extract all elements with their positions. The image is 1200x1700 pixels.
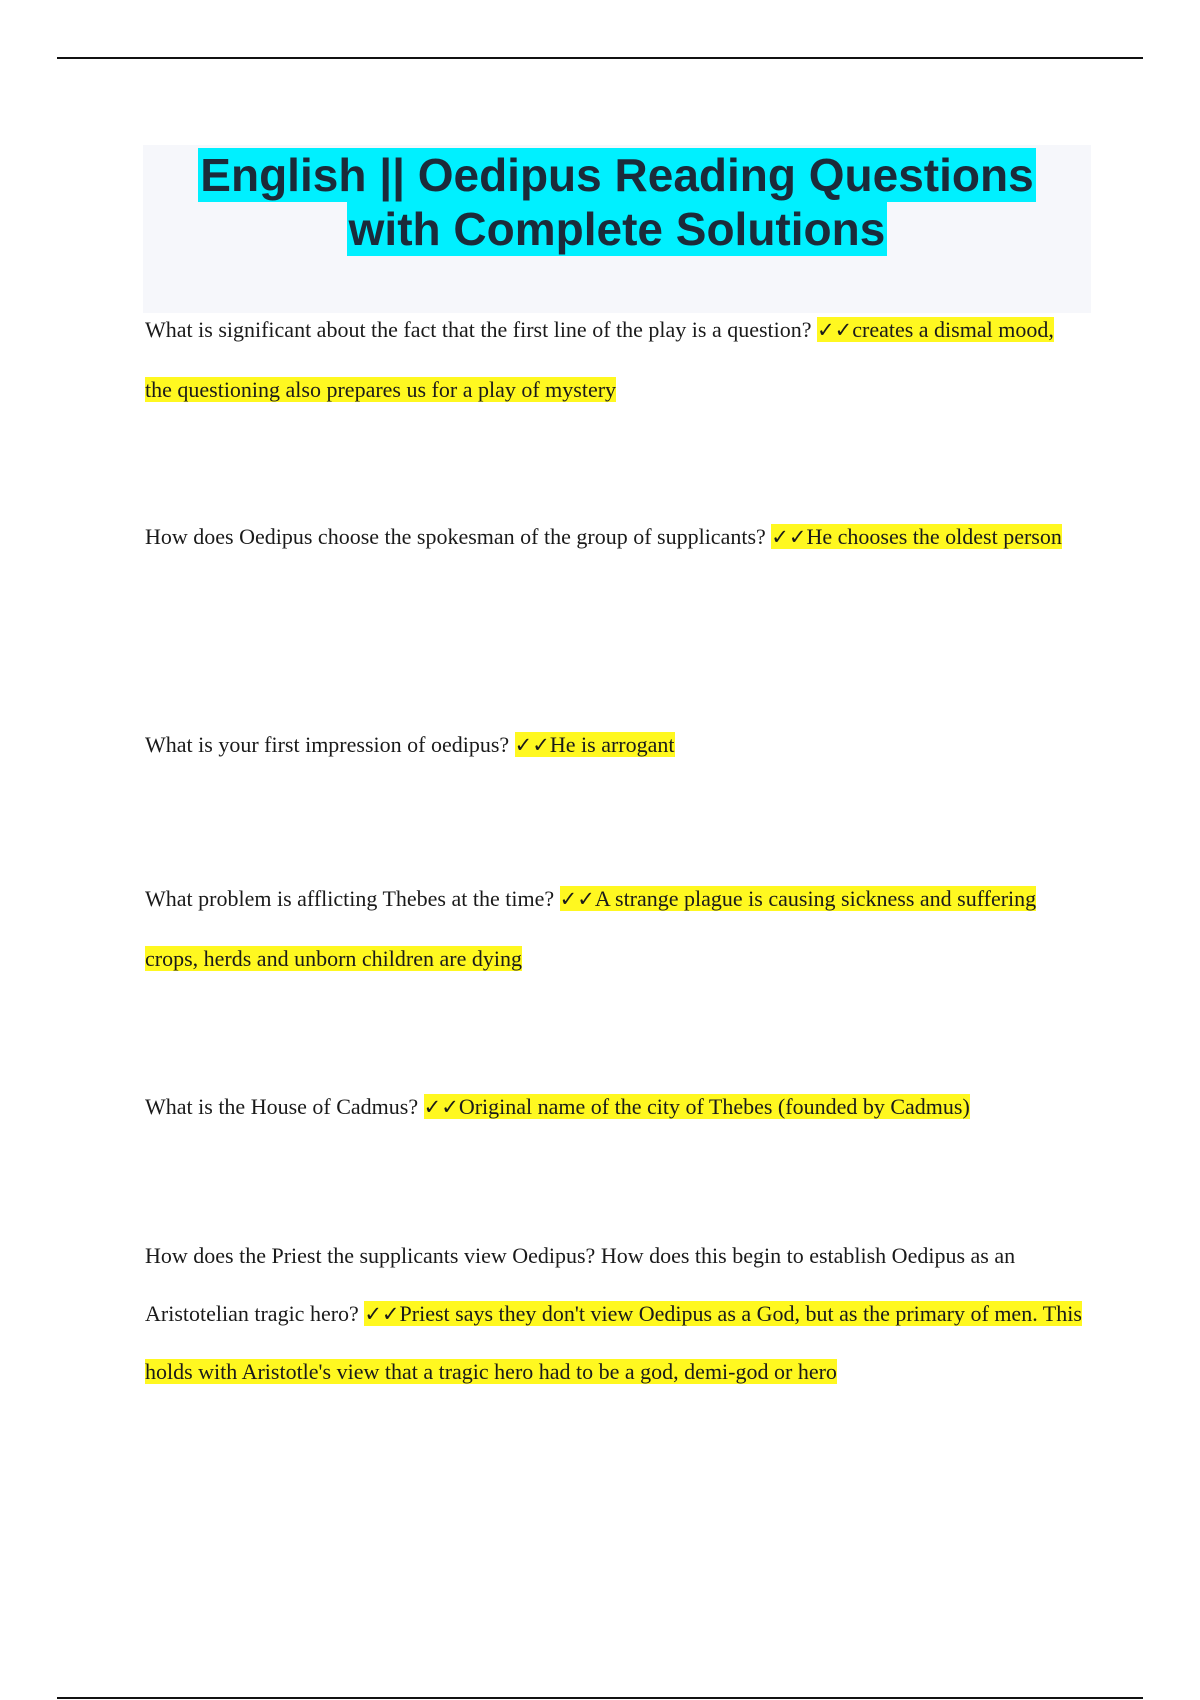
title-line-2: with Complete Solutions — [348, 203, 886, 255]
qa-item — [145, 715, 1085, 775]
question-text: What is the House of Cadmus? — [145, 1094, 424, 1119]
answer-highlight — [771, 524, 1062, 549]
double-check-icon: ✓✓ — [559, 887, 595, 911]
answer-text: He chooses the oldest person — [806, 524, 1062, 549]
qa-item — [145, 507, 1085, 567]
double-check-icon: ✓✓ — [423, 1095, 459, 1119]
answer-text: Priest says they don't view Oedipus as a God, but as the primary of men. This holds with Aristotle's view that a tragic hero had to be a god, demi-god or hero — [145, 1301, 1082, 1384]
double-check-icon: ✓✓ — [817, 318, 853, 342]
answer-text: Original name of the city of Thebes (founded by Cadmus) — [458, 1094, 970, 1119]
qa-item — [145, 1077, 1085, 1137]
double-check-icon: ✓✓ — [514, 733, 550, 757]
question-text: What is your first impression of oedipus? — [145, 732, 515, 757]
title-block — [143, 145, 1091, 313]
question-text: What is significant about the fact that the first line of the play is a question? — [145, 317, 818, 342]
double-check-icon: ✓✓ — [771, 525, 807, 549]
question-text: What problem is afflicting Thebes at the time? — [145, 886, 560, 911]
title-line-1: English || Oedipus Reading Questions — [200, 149, 1034, 201]
qa-item — [145, 300, 1085, 420]
question-text: How does the Priest the supplicants view Oedipus? How does this begin to establish Oedipus as an Aristotelian tragic hero? — [145, 1243, 1016, 1326]
qa-item — [145, 1227, 1085, 1401]
answer-text: He is arrogant — [549, 732, 675, 757]
answer-highlight — [424, 1094, 970, 1119]
answer-text: creates a dismal mood, the questioning also prepares us for a play of mystery — [145, 317, 1054, 402]
double-check-icon: ✓✓ — [364, 1302, 400, 1326]
question-text: How does Oedipus choose the spokesman of the group of supplicants? — [145, 524, 772, 549]
answer-highlight — [515, 732, 675, 757]
answer-text: A strange plague is causing sickness and suffering crops, herds and unborn children are dying — [145, 886, 1037, 971]
qa-item — [145, 869, 1085, 989]
document-title — [143, 145, 1091, 256]
top-rule — [57, 57, 1143, 59]
bottom-rule — [57, 1697, 1143, 1699]
